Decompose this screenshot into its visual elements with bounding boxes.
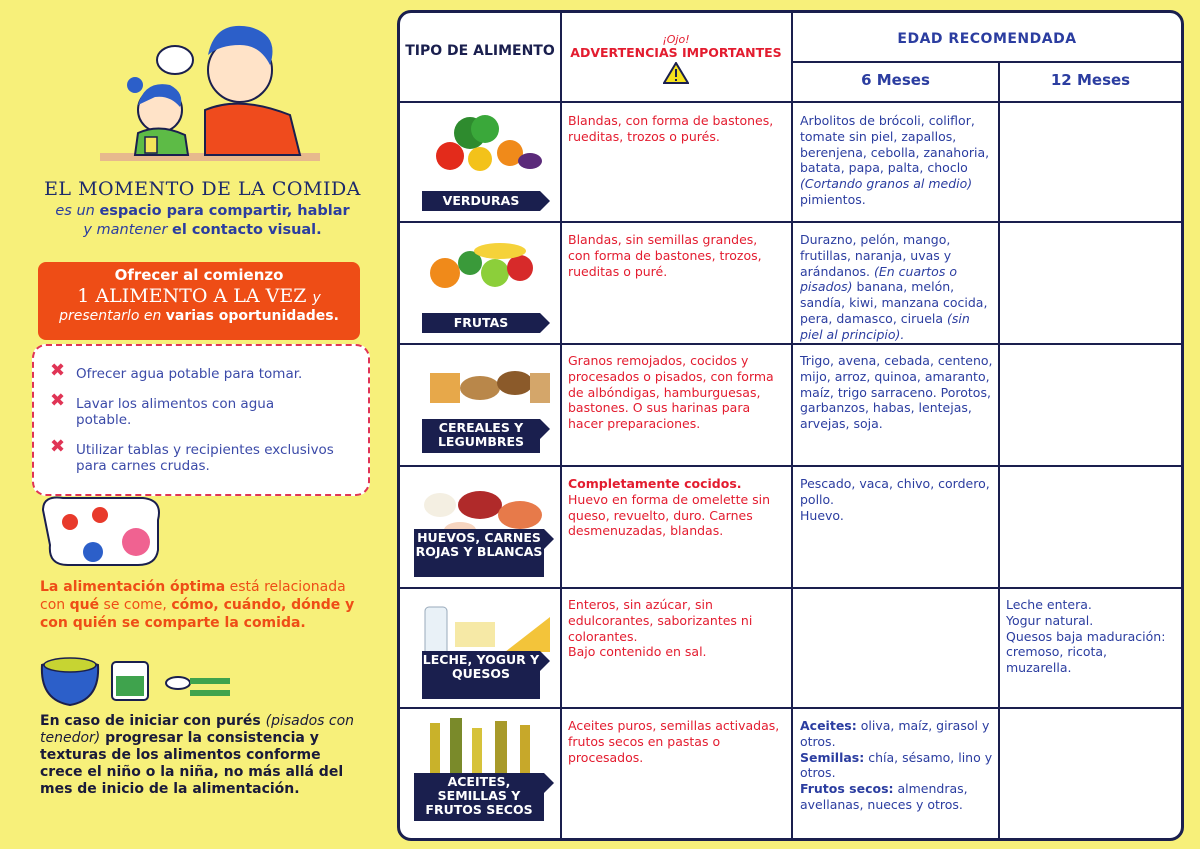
warning-oils: Aceites puros, semillas activadas, frutos secos en pastas o procesados. (568, 718, 780, 765)
cereals-image (410, 353, 560, 423)
meal-title: EL MOMENTO DE LA COMIDA (44, 178, 361, 200)
warning-fruits: Blandas, sin semillas grandes, con forma de bastones, trozos, rueditas o puré. (568, 232, 762, 279)
col-divider (998, 63, 1000, 838)
tip-item: ✖ Ofrecer agua potable para tomar. (50, 360, 303, 382)
warning-vegetables: Blandas, con forma de bastones, rueditas, trozos o purés. (568, 113, 774, 144)
fruits-image (410, 233, 560, 303)
row-label-cereals: CEREALES Y LEGUMBRES (422, 419, 540, 453)
row-divider (400, 343, 1181, 345)
row-divider (400, 465, 1181, 467)
six-months-meats: Pescado, vaca, chivo, cordero, pollo. Huevo. (800, 476, 990, 523)
row-divider (400, 101, 1181, 103)
cutting-board-illustration (38, 490, 168, 570)
cross-icon: ✖ (50, 360, 66, 381)
six-months-oils: Aceites: oliva, maíz, girasol y otros. Semillas: chía, sésamo, lino y otros. Frutos secos: almendras, avellanas, nueces y otros. (800, 718, 993, 812)
offer-box (38, 262, 360, 340)
col-divider (560, 13, 562, 838)
twelve-months-dairy: Leche entera. Yogur natural. Quesos baja maduración: cremoso, ricota, muzarella. (1006, 597, 1166, 676)
row-divider (400, 707, 1181, 709)
header-warnings: ¡Ojo! ADVERTENCIAS IMPORTANTES (562, 33, 790, 88)
row-divider (400, 221, 1181, 223)
tip-item: ✖ Utilizar tablas y recipientes exclusivos para carnes crudas. (50, 436, 334, 474)
row-label-meats: HUEVOS, CARNES ROJAS Y BLANCAS (414, 529, 544, 577)
warning-cereals: Granos remojados, cocidos y procesados o pisados, con forma de albóndigas, hamburguesas, bastones. O sus harinas para hacer preparaciones. (568, 353, 774, 432)
offer-line1: Ofrecer al comienzo (114, 266, 284, 284)
warning-dairy: Enteros, sin azúcar, sin edulcorantes, saborizantes ni colorantes. Bajo contenido en sal. (568, 597, 753, 660)
row-label-vegetables: VERDURAS (422, 191, 540, 211)
family-illustration (90, 15, 330, 175)
six-months-vegetables: Arbolitos de brócoli, coliflor, tomate sin piel, zapallos, berenjena, cebolla, zanahoria, batata, papa, palta, choclo (Cortando granos al medio) pimientos. (800, 113, 990, 207)
food-table (397, 10, 1184, 841)
offer-line3: presentarlo en varias oportunidades. (59, 308, 339, 324)
six-months-cereals: Trigo, avena, cebada, centeno, mijo, arroz, quinoa, amaranto, maíz, trigo sarraceno. Porotos, garbanzos, habas, lentejas, arvejas, soja. (800, 353, 993, 432)
warning-meats: Completamente cocidos. Huevo en forma de omelette sin queso, revuelto, duro. Carnes desmenuzadas, blandas. (568, 476, 771, 539)
header-6-months: 6 Meses (861, 71, 930, 89)
row-label-dairy: LECHE, YOGUR Y QUESOS (422, 651, 540, 699)
tip-item: ✖ Lavar los alimentos con agua potable. (50, 390, 275, 428)
offer-line2: 1 ALIMENTO A LA VEZ y (77, 285, 321, 307)
six-months-fruits: Durazno, pelón, mango, frutillas, naranja, uvas y arándanos. (En cuartos o pisados) banana, melón, sandía, kiwi, manzana cocida, pera, damasco, ciruela (sin piel al principio). (800, 232, 988, 342)
row-label-fruits: FRUTAS (422, 313, 540, 333)
cross-icon: ✖ (50, 390, 66, 411)
left-panel (0, 0, 400, 849)
header-food-type: TIPO DE ALIMENTO (405, 43, 555, 59)
header-recommended-age: EDAD RECOMENDADA (897, 31, 1077, 47)
header-12-months: 12 Meses (1050, 71, 1131, 89)
col-divider (791, 13, 793, 838)
warning-icon (663, 62, 689, 84)
meal-subtitle: es un espacio para compartir, hablar y mantener el contacto visual. (55, 203, 350, 238)
row-divider (791, 61, 1181, 63)
bowls-utensils-illustration (40, 650, 240, 710)
optimal-feeding-text: La alimentación óptima está relacionada con qué se come, cómo, cuándo, dónde y con quién se comparte la comida. (40, 579, 355, 631)
vegetables-image (410, 111, 560, 181)
pures-text: En caso de iniciar con purés (pisados con tenedor) progresar la consistencia y texturas de los alimentos conforme crece el niño o la niña, no más allá del mes de inicio de la alimentación. (40, 713, 355, 797)
cross-icon: ✖ (50, 436, 66, 457)
row-label-oils: ACEITES, SEMILLAS Y FRUTOS SECOS (414, 773, 544, 821)
tips-box (32, 344, 370, 496)
row-divider (400, 587, 1181, 589)
